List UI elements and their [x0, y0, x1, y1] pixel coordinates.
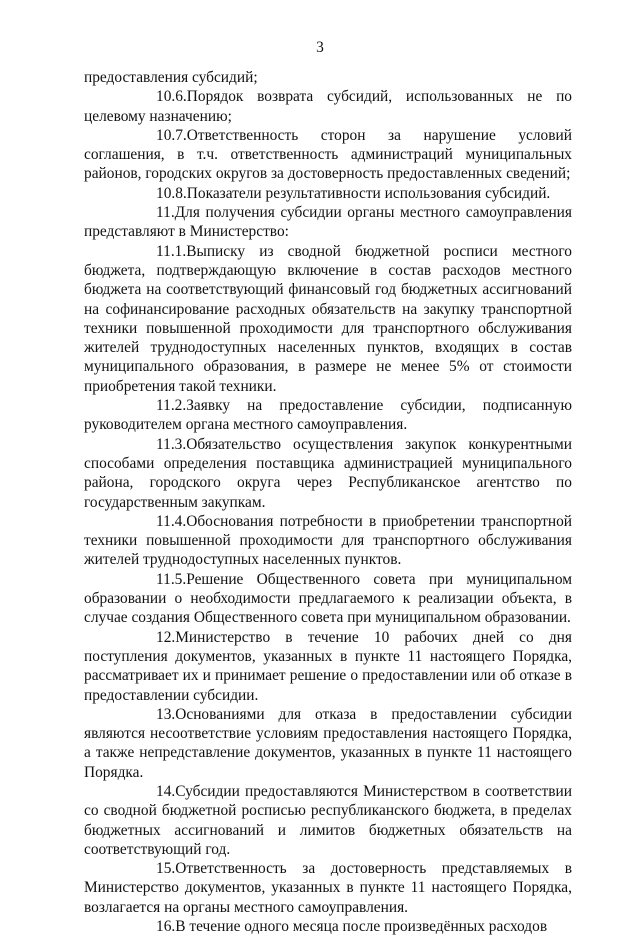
- paragraph: [84, 859, 572, 917]
- paragraph-number: 10.6.: [156, 88, 187, 106]
- paragraph-number: 16.: [156, 918, 176, 936]
- paragraph-text: Основаниями для отказа в предоставлении субсидии являются несоответствие условиям предоставления настоящего Порядка, а также непредставление документов, указанных в пункте 11 настоящего Порядка.: [84, 705, 572, 781]
- paragraph-text: Субсидии предоставляются Министерством в соответствии со сводной бюджетной росписью республиканского бюджета, в пределах бюджетных ассигнований и лимитов бюджетных обязательств на соответствующий год.: [84, 782, 572, 858]
- paragraph-number: 15.: [156, 860, 176, 878]
- paragraph-number: 11.5.: [156, 570, 187, 588]
- paragraph: [84, 68, 572, 87]
- paragraph-text: В течение одного месяца после произведённых расходов: [175, 918, 548, 936]
- paragraph: [84, 705, 572, 782]
- paragraph-number: 13.: [156, 705, 176, 723]
- paragraph: [84, 396, 572, 435]
- paragraph-text: Ответственность сторон за нарушение условий соглашения, в т.ч. ответственность администраций муниципальных районов, городских округов за достоверность предоставленных сведений;: [84, 126, 572, 183]
- paragraph: [84, 782, 572, 859]
- paragraph-text: Решение Общественного совета при муниципальном образовании о необходимости предлагаемого к реализации объекта, в случае создания Общественного совета при муниципальном образовании.: [84, 570, 572, 627]
- paragraph: [84, 628, 572, 705]
- paragraph-text: Обязательство осуществления закупок конкурентными способами определения поставщика администрацией муниципального района, городского округа через Республиканское агентство по государственным закупкам.: [84, 435, 572, 511]
- paragraph: [84, 203, 572, 242]
- paragraph-text: Обоснования потребности в приобретении транспортной техники повышенной проходимости для транспортного обслуживания жителей труднодоступных населенных пунктов.: [84, 512, 572, 569]
- paragraph: [84, 184, 572, 203]
- paragraph-number: 11.2.: [156, 397, 187, 415]
- paragraph-number: 14.: [156, 782, 176, 800]
- paragraph: [84, 570, 572, 628]
- paragraph-number: 10.8.: [156, 184, 187, 202]
- paragraph: [84, 435, 572, 512]
- paragraph-text: Заявку на предоставление субсидии, подписанную руководителем органа местного самоуправления.: [84, 397, 572, 434]
- paragraph: [84, 242, 572, 396]
- paragraph: [84, 917, 572, 936]
- paragraph: [84, 126, 572, 184]
- paragraph-number: 11.3.: [156, 435, 187, 453]
- paragraph-number: 12.: [156, 628, 176, 646]
- paragraph: [84, 87, 572, 126]
- paragraph-number: 11.: [156, 204, 175, 222]
- paragraph-number: 11.1.: [156, 242, 187, 260]
- paragraph-text: Министерство в течение 10 рабочих дней со дня поступления документов, указанных в пункте 11 настоящего Порядка, рассматривает их и принимает решение о предоставлении или об отказе в предоставлении субсидии.: [84, 628, 572, 704]
- paragraph-number: 11.4.: [156, 512, 187, 530]
- document-body: [84, 68, 572, 936]
- paragraph-text: Ответственность за достоверность представляемых в Министерство документов, указанных в пункте 11 настоящего Порядка, возлагается на органы местного самоуправления.: [84, 860, 572, 916]
- paragraph: [84, 512, 572, 570]
- page-number: 3: [316, 39, 324, 56]
- paragraph-text: Для получения субсидии органы местного самоуправления представляют в Министерство:: [84, 204, 572, 241]
- paragraph-text: предоставления субсидий;: [84, 69, 258, 86]
- paragraph-text: Показатели результативности использования субсидий.: [186, 184, 551, 202]
- paragraph-text: Порядок возврата субсидий, использованных не по целевому назначению;: [84, 88, 572, 125]
- paragraph-text: Выписку из сводной бюджетной росписи местного бюджета, подтверждающую включение в состав расходов местного бюджета на соответствующий финансовый год бюджетных ассигнований на софинансирование расходных обязательств на закупку транспортной техники повышенной проходимости для транспортного обслуживания жителей труднодоступных населенных пунктов, входящих в состав муниципального образования, в размере не менее 5% от стоимости приобретения такой техники.: [84, 242, 572, 395]
- paragraph-number: 10.7.: [156, 126, 187, 144]
